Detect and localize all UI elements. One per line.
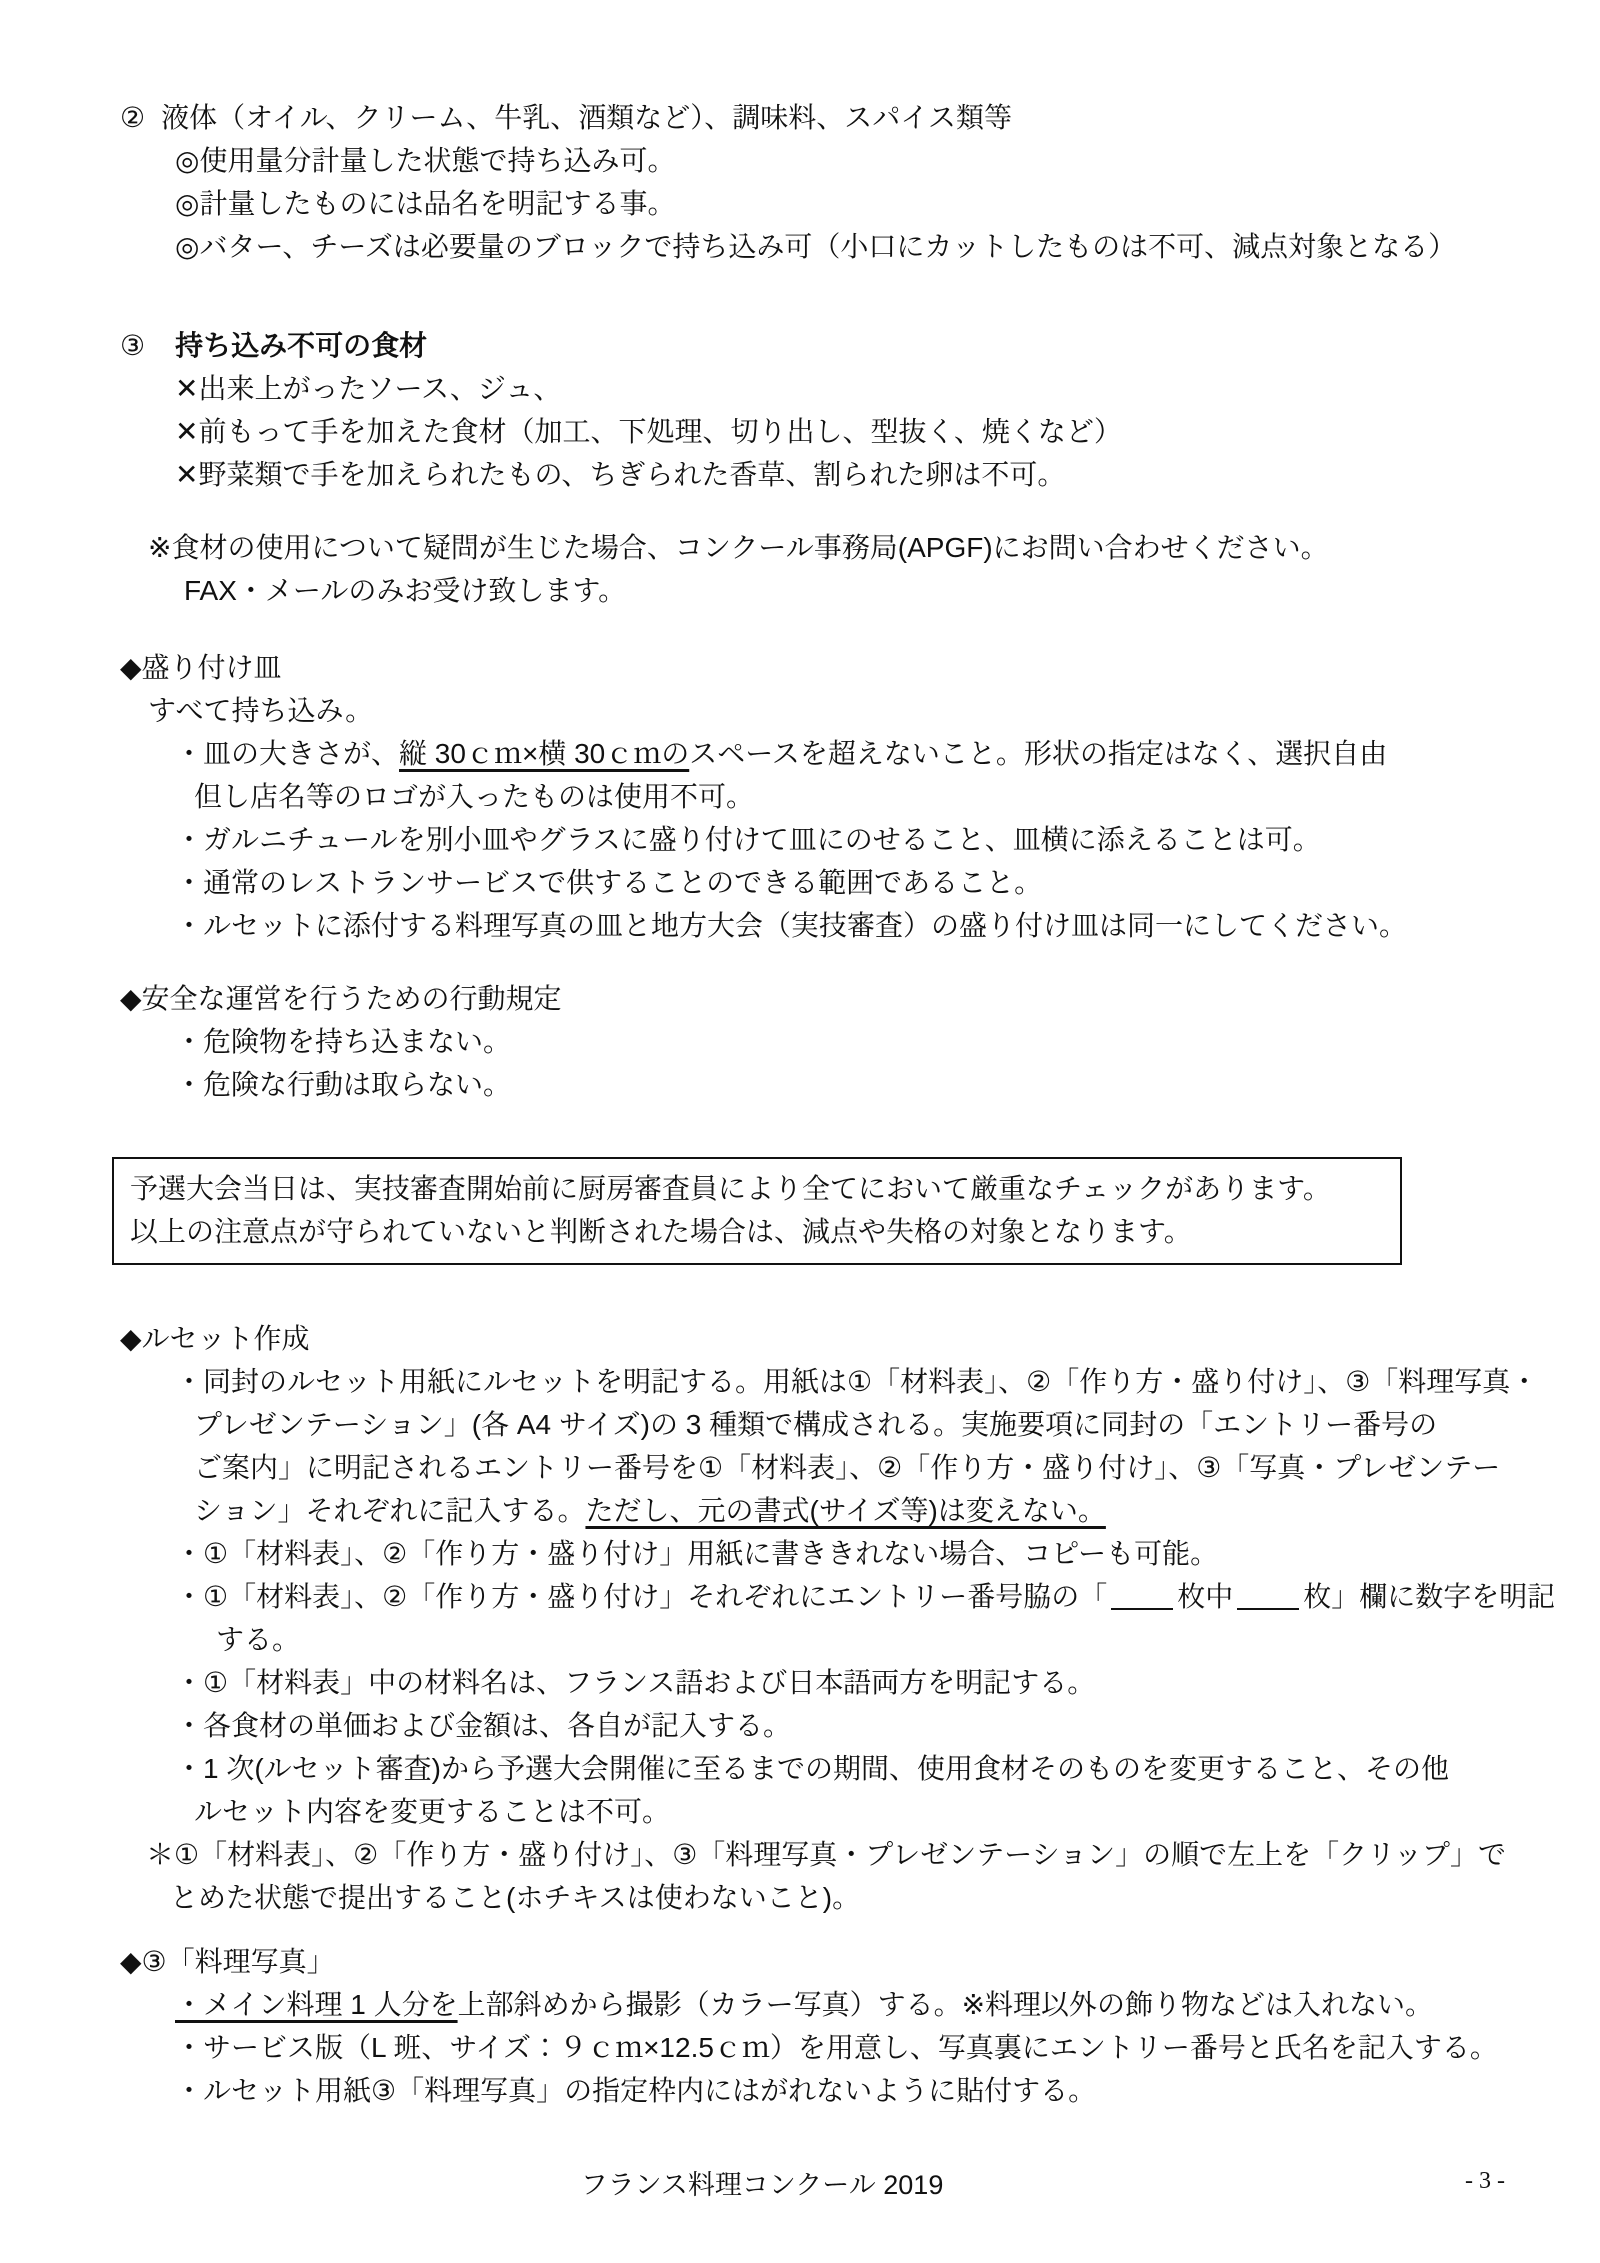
item-text: 枚」欄に数字を明記 [1303, 1581, 1556, 1612]
list-item [175, 139, 1540, 182]
underlined-text: ・メイン料理 1 人分を [175, 1989, 458, 2020]
section-heading: ◆安全な運営を行うための行動規定 [120, 983, 562, 1014]
item-text: バター、チーズは必要量のブロックで持ち込み可（小口にカットしたものは不可、減点対象となる） [199, 231, 1457, 262]
list-item: ・各食材の単価および金額は、各自が記入する。 [175, 1710, 792, 1741]
list-item [175, 1983, 1540, 2026]
item-text: スペースを超えないこと。形状の指定はなく、選択自由 [689, 738, 1388, 769]
warning-line: 予選大会当日は、実技審査開始前に厨房審査員により全てにおいて厳重なチェックがあります。 [130, 1173, 1331, 1204]
list-item [175, 225, 1540, 268]
list-item: ・通常のレストランサービスで供することのできる範囲であること。 [175, 867, 1043, 898]
cross-mark: ✕ [175, 416, 199, 447]
list-item-continuation: プレゼンテーション」(各 A4 サイズ)の 3 種類で構成される。実施要項に同封の「エントリー番号の [194, 1409, 1438, 1440]
list-item-continuation [194, 1489, 1540, 1532]
item-text: 上部斜めから撮影（カラー写真）する。※料理以外の飾り物などは入れない。 [457, 1989, 1434, 2020]
item-text: 枚中 [1177, 1581, 1234, 1612]
item-text: 出来上がったソース、ジュ、 [198, 373, 562, 404]
list-item-continuation: ご案内」に明記されるエントリー番号を①「材料表」、②「作り方・盛り付け」、③「写真・プレゼンテー [194, 1452, 1501, 1483]
fill-in-blank [1237, 1604, 1299, 1610]
item-text: 野菜類で手を加えられたもの、ちぎられた香草、割られた卵は不可。 [198, 459, 1066, 490]
section-photo [120, 1940, 1540, 2112]
list-item: ・①「材料表」、②「作り方・盛り付け」用紙に書ききれない場合、コピーも可能。 [175, 1538, 1219, 1569]
cross-mark: ✕ [175, 459, 199, 490]
heading-text: 持ち込み不可の食材 [175, 330, 428, 361]
item-text: ション」それぞれに記入する。 [194, 1495, 586, 1526]
circle-mark: ◎ [175, 188, 200, 219]
section-prohibited [120, 324, 1540, 496]
list-item-continuation: する。 [216, 1624, 301, 1655]
list-item-continuation: ルセット内容を変更することは不可。 [194, 1796, 671, 1827]
item-text: 使用量分計量した状態で持ち込み可。 [199, 145, 676, 176]
note-line: FAX・メールのみお受け致します。 [184, 575, 627, 606]
footer-title: フランス料理コンクール 2019 [580, 2170, 944, 2200]
list-item [175, 1575, 1556, 1618]
list-item [175, 732, 1540, 775]
item-text: ・①「材料表」、②「作り方・盛り付け」それぞれにエントリー番号脇の「 [175, 1581, 1108, 1612]
fill-in-blank [1111, 1604, 1173, 1610]
item-text: ・皿の大きさが、 [175, 738, 400, 769]
list-item [175, 453, 1540, 496]
list-item: ・危険物を持ち込まない。 [175, 1026, 512, 1057]
section-safety [120, 977, 1540, 1106]
list-item: ・サービス版（L 班、サイズ：９ｃｍ×12.5ｃｍ）を用意し、写真裏にエントリー番号と氏名を記入する。 [175, 2032, 1498, 2063]
circle-mark: ◎ [175, 231, 200, 262]
circled-number: ② [120, 102, 146, 133]
section-heading [120, 324, 1540, 367]
item-text: 前もって手を加えた食材（加工、下処理、切り出し、型抜く、焼くなど） [198, 416, 1122, 447]
list-item: ・ルセット用紙③「料理写真」の指定枠内にはがれないように貼付する。 [175, 2075, 1097, 2106]
list-item: ・同封のルセット用紙にルセットを明記する。用紙は①「材料表」、②「作り方・盛り付け」、③「料理写真・ [175, 1366, 1539, 1397]
list-item [175, 367, 1540, 410]
circled-number: ③ [120, 330, 146, 361]
circle-mark: ◎ [175, 145, 200, 176]
item-text: 計量したものには品名を明記する事。 [199, 188, 676, 219]
section-liquids [120, 96, 1540, 268]
cross-mark: ✕ [175, 373, 199, 404]
underlined-text: ただし、元の書式(サイズ等)は変えない。 [585, 1495, 1106, 1526]
list-item: ・1 次(ルセット審査)から予選大会開催に至るまでの期間、使用食材そのものを変更すること、その他 [175, 1753, 1450, 1784]
section-plating [120, 646, 1540, 947]
list-item: ・ガルニチュールを別小皿やグラスに盛り付けて皿にのせること、皿横に添えることは可。 [175, 824, 1321, 855]
section-heading: ◆ルセット作成 [120, 1323, 310, 1354]
list-item: ・危険な行動は取らない。 [175, 1069, 512, 1100]
inquiry-note [120, 526, 1540, 612]
page-number: - 3 - [1465, 2168, 1505, 2194]
list-item [175, 182, 1540, 225]
list-item: ・ルセットに添付する料理写真の皿と地方大会（実技審査）の盛り付け皿は同一にしてください。 [175, 910, 1408, 941]
list-item-continuation: 但し店名等のロゴが入ったものは使用不可。 [194, 781, 755, 812]
asterisk-note: ＊①「材料表」、②「作り方・盛り付け」、③「料理写真・プレゼンテーション」の順で左上を「クリップ」で [146, 1839, 1506, 1870]
section-recette [120, 1317, 1556, 1919]
warning-line: 以上の注意点が守られていないと判断された場合は、減点や失格の対象となります。 [130, 1216, 1192, 1247]
section-heading: ◆③「料理写真」 [120, 1946, 335, 1977]
warning-box [112, 1157, 1402, 1265]
section-heading [120, 96, 1540, 139]
note-line: ※食材の使用について疑問が生じた場合、コンクール事務局(APGF)にお問い合わせください。 [148, 532, 1329, 563]
list-item: ・①「材料表」中の材料名は、フランス語および日本語両方を明記する。 [175, 1667, 1096, 1698]
sub-heading: すべて持ち込み。 [148, 695, 374, 726]
section-heading: ◆盛り付け皿 [120, 652, 282, 683]
list-item [175, 410, 1540, 453]
asterisk-note-continuation: とめた状態で提出すること(ホチキスは使わないこと)。 [170, 1882, 861, 1913]
heading-text: 液体（オイル、クリーム、牛乳、酒類など）、調味料、スパイス類等 [161, 102, 1013, 133]
underlined-text: 縦 30ｃｍ×横 30ｃｍの [399, 738, 690, 769]
